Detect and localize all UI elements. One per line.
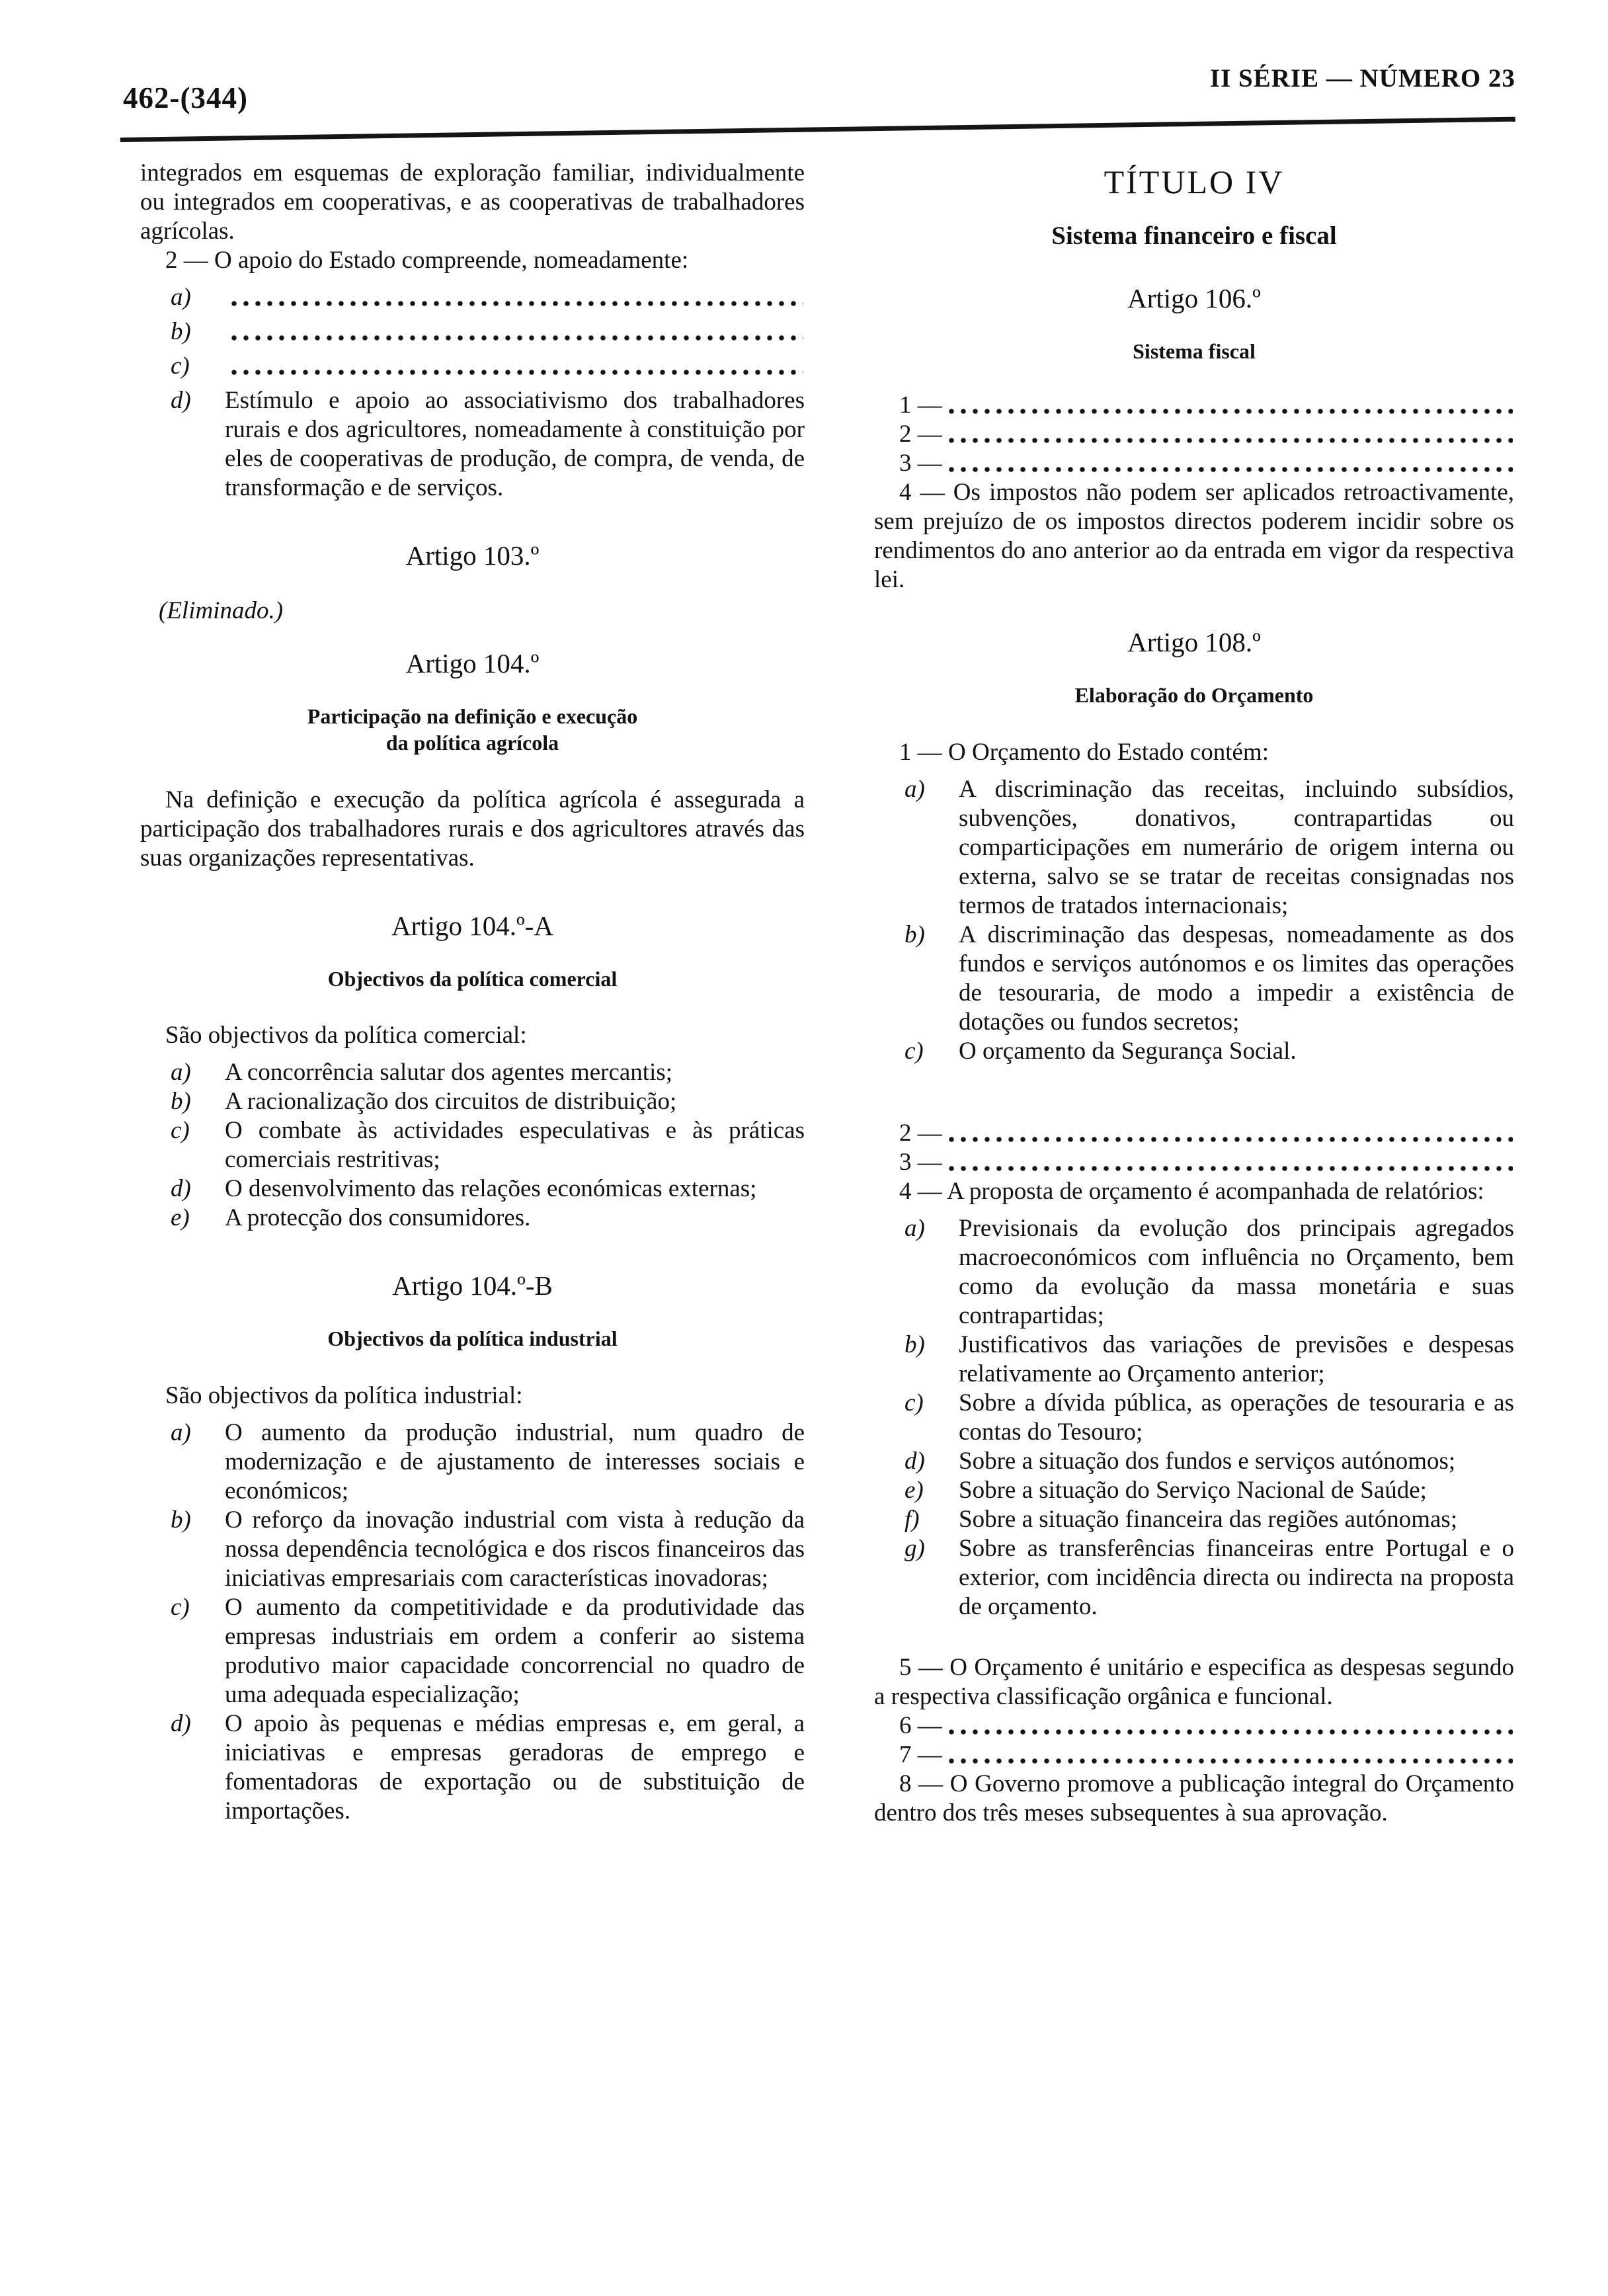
list-item	[140, 317, 805, 347]
numbered-ellipsis-row	[874, 1711, 1514, 1741]
item-label: d)	[171, 387, 191, 415]
fiscal-system-subheading: Sistema fiscal	[1133, 339, 1256, 363]
budget-paragraph-8: 8 — O Governo promove a publicação integral do Orçamento dentro dos três meses subsequentes à sua aprovação.	[874, 1770, 1514, 1827]
article-104-heading: Artigo 104.º	[405, 648, 540, 679]
left-column	[140, 159, 805, 1826]
industrial-intro-paragraph: São objectivos da política industrial:	[165, 1381, 523, 1409]
item-text: O combate às actividades especulativas e às práticas comerciais restritivas;	[225, 1117, 805, 1174]
budget-paragraph-5: 5 — O Orçamento é unitário e especifica as despesas segundo a respectiva classificação orgânica e funcional.	[874, 1654, 1514, 1711]
item-label: e)	[904, 1477, 924, 1504]
dotted-filler	[947, 1728, 1513, 1736]
list-item	[874, 775, 1514, 921]
item-text: O orçamento da Segurança Social.	[959, 1037, 1297, 1065]
commercial-intro-paragraph: São objectivos da política comercial:	[165, 1022, 527, 1049]
subheading-line: Participação na definição e execução	[307, 704, 638, 729]
item-number: 3 —	[899, 1148, 942, 1176]
numbered-ellipsis-row	[874, 391, 1514, 420]
item-label: a)	[171, 1059, 191, 1086]
item-text: Sobre a dívida pública, as operações de tesouraria e as contas do Tesouro;	[959, 1389, 1514, 1446]
dotted-filler	[947, 407, 1513, 415]
item-number: 7 —	[899, 1741, 942, 1769]
list-item	[140, 1174, 805, 1204]
article-104b-heading: Artigo 104.º-B	[392, 1270, 553, 1301]
article-104-subheading	[140, 703, 805, 757]
article-106-heading: Artigo 106.º	[1127, 283, 1261, 313]
item-label: a)	[904, 1214, 925, 1242]
item-label: b)	[171, 318, 191, 346]
right-column	[874, 163, 1514, 1828]
eliminated-note: (Eliminado.)	[159, 597, 284, 625]
header-rule	[120, 117, 1515, 142]
list-item	[874, 1447, 1514, 1476]
item-text: A discriminação das receitas, incluindo subsídios, subvenções, donativos, contrapartidas ou comparticipações em numerário de origem interna ou externa, salvo se se tratar de receitas consignadas nos termos de tratados internacionais;	[959, 775, 1514, 919]
list-item	[874, 1505, 1514, 1534]
item-text: Sobre a situação do Serviço Nacional de Saúde;	[959, 1477, 1427, 1504]
fiscal-paragraph-4: 4 — Os impostos não podem ser aplicados retroactivamente, sem prejuízo de os impostos directos poderem incidir sobre os rendimentos do ano anterior ao da entrada em vigor da respectiva lei.	[874, 479, 1514, 594]
numbered-ellipsis-row	[874, 420, 1514, 449]
list-item	[874, 1476, 1514, 1505]
item-text: O desenvolvimento das relações económicas externas;	[225, 1175, 757, 1203]
item-text: Sobre as transferências financeiras entre Portugal e o exterior, com incidência directa ou indirecta na proposta de orçamento.	[959, 1535, 1514, 1621]
commercial-objectives-subheading: Objectivos da política comercial	[327, 966, 618, 991]
list-item	[140, 352, 805, 381]
commercial-objectives-list	[140, 1058, 805, 1233]
item-label: d)	[171, 1709, 191, 1737]
item-text: A protecção dos consumidores.	[225, 1204, 531, 1232]
item-text: O aumento da produção industrial, num quadro de modernização e de ajustamento de interesses sociais e económicos;	[225, 1418, 805, 1504]
page-number: 462-(344)	[123, 81, 248, 114]
item-label: g)	[904, 1535, 925, 1563]
dotted-filler	[230, 368, 803, 376]
list-item	[140, 1058, 805, 1087]
item-label: e)	[171, 1204, 190, 1232]
item-text: Justificativos das variações de previsões e despesas relativamente ao Orçamento anterior;	[959, 1331, 1514, 1388]
article-103-heading: Artigo 103.º	[405, 540, 540, 571]
financial-system-subtitle: Sistema financeiro e fiscal	[1051, 222, 1337, 250]
list-item	[874, 1037, 1514, 1066]
item-text: Sobre a situação dos fundos e serviços autónomos;	[959, 1448, 1456, 1475]
numbered-ellipsis-row	[874, 1741, 1514, 1770]
item-text: O aumento da competitividade e da produtividade das empresas industriais em ordem a conferir ao sistema produtivo maior capacidade concorrencial no quadro de uma adequada especialização;	[225, 1593, 805, 1708]
item-label: b)	[904, 921, 925, 948]
item-text: Estímulo e apoio ao associativismo dos trabalhadores rurais e dos agricultores, nomeadamente à constituição por eles de cooperativas de produção, de compra, de venda, de transformação e de serviços.	[225, 387, 805, 502]
state-support-list	[140, 283, 805, 503]
item-label: a)	[171, 1418, 191, 1446]
list-item	[874, 921, 1514, 1037]
item-label: b)	[171, 1088, 191, 1116]
item-text: A concorrência salutar dos agentes mercantis;	[225, 1059, 673, 1086]
item-text: O reforço da inovação industrial com vista à redução da nossa dependência tecnológica e dos riscos financeiros das iniciativas empresariais com características inovadoras;	[225, 1506, 805, 1592]
list-item	[874, 1534, 1514, 1621]
item-number: 3 —	[899, 450, 942, 477]
list-item	[140, 386, 805, 503]
item-number: 2 —	[899, 421, 942, 448]
state-support-paragraph: 2 — O apoio do Estado compreende, nomeadamente:	[165, 247, 689, 274]
item-label: c)	[171, 1593, 190, 1621]
dotted-filler	[947, 466, 1513, 473]
agricultural-policy-paragraph: Na definição e execução da política agrícola é assegurada a participação dos trabalhadores rurais e dos agricultores através das suas organizações representativas.	[140, 786, 805, 872]
list-item	[140, 1204, 805, 1233]
item-label: a)	[171, 284, 191, 311]
item-label: c)	[171, 1117, 190, 1145]
fiscal-ellipsis-list	[874, 391, 1514, 478]
dotted-filler	[947, 1757, 1513, 1765]
dotted-filler	[947, 1165, 1513, 1172]
list-item	[140, 1116, 805, 1174]
item-text: Previsionais da evolução dos principais agregados macroeconómicos com influência no Orçamento, bem como da evolução da massa monetária e suas contrapartidas;	[959, 1214, 1514, 1329]
item-text: Sobre a situação financeira das regiões autónomas;	[959, 1506, 1458, 1534]
dotted-filler	[947, 1135, 1513, 1143]
dotted-filler	[947, 436, 1513, 444]
budget-paragraph-1: 1 — O Orçamento do Estado contém:	[899, 738, 1269, 766]
article-108-heading: Artigo 108.º	[1127, 627, 1261, 658]
item-label: c)	[904, 1389, 924, 1417]
budget-contents-list	[874, 775, 1514, 1066]
continuation-paragraph: integrados em esquemas de exploração familiar, individualmente ou integrados em cooperativas, e as cooperativas de trabalhadores agrícolas.	[140, 159, 805, 245]
item-text: O apoio às pequenas e médias empresas e, em geral, a iniciativas e empresas geradoras de emprego e fomentadoras de exportação ou de substituição de importações.	[225, 1709, 805, 1824]
list-item	[140, 1709, 805, 1826]
list-item	[874, 1331, 1514, 1389]
item-label: d)	[171, 1175, 191, 1203]
list-item	[140, 1506, 805, 1593]
list-item	[140, 283, 805, 312]
item-label: b)	[904, 1331, 925, 1359]
budget-elaboration-subheading: Elaboração do Orçamento	[1074, 683, 1314, 708]
item-number: 6 —	[899, 1712, 942, 1740]
numbered-ellipsis-row	[874, 1148, 1514, 1177]
item-text: A discriminação das despesas, nomeadamente as dos fundos e serviços autónomos e os limites das operações de tesouraria, de modo a impedir a existência de dotações ou fundos secretos;	[959, 921, 1514, 1036]
item-label: c)	[904, 1037, 924, 1065]
list-item	[140, 1418, 805, 1506]
list-item	[874, 1389, 1514, 1447]
item-label: d)	[904, 1448, 925, 1475]
numbered-ellipsis-row	[874, 1119, 1514, 1148]
item-label: f)	[904, 1506, 920, 1534]
list-item	[140, 1593, 805, 1709]
item-number: 2 —	[899, 1119, 942, 1147]
list-item	[874, 1214, 1514, 1331]
budget-ellipsis-list-2	[874, 1711, 1514, 1770]
item-label: b)	[171, 1506, 191, 1534]
dotted-filler	[230, 334, 803, 342]
dotted-filler	[230, 300, 803, 308]
item-label: c)	[171, 352, 190, 380]
list-item	[140, 1087, 805, 1116]
item-label: a)	[904, 775, 925, 803]
industrial-objectives-list	[140, 1418, 805, 1826]
subheading-line: da política agrícola	[385, 731, 559, 755]
item-text: A racionalização dos circuitos de distribuição;	[225, 1088, 677, 1116]
budget-paragraph-4: 4 — A proposta de orçamento é acompanhada de relatórios:	[899, 1177, 1484, 1205]
numbered-ellipsis-row	[874, 449, 1514, 478]
title-iv-heading: TÍTULO IV	[1104, 163, 1285, 200]
article-104a-heading: Artigo 104.º-A	[391, 910, 554, 941]
item-number: 1 —	[899, 391, 942, 419]
budget-ellipsis-list	[874, 1119, 1514, 1177]
edition-label: II SÉRIE — NÚMERO 23	[1209, 64, 1515, 93]
budget-reports-list	[874, 1214, 1514, 1621]
industrial-objectives-subheading: Objectivos da política industrial	[327, 1327, 618, 1351]
